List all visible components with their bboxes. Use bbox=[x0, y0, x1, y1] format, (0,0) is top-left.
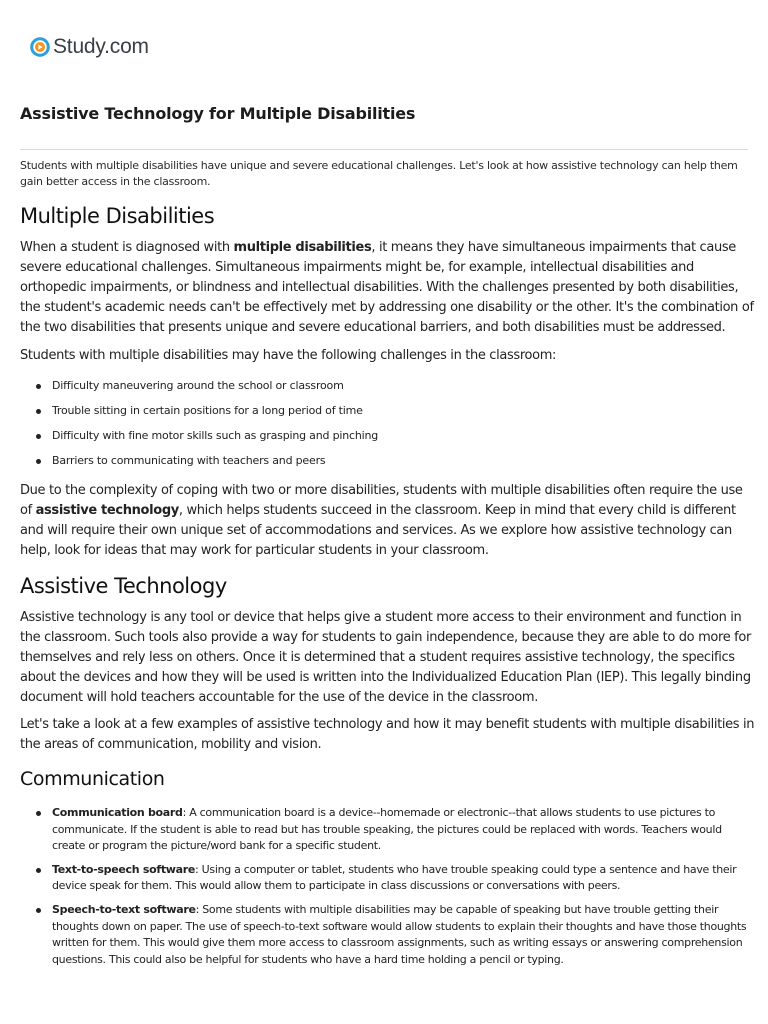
list-item bbox=[20, 902, 755, 968]
divider bbox=[20, 149, 748, 150]
definition: : A communication board is a device--homemade or electronic--that allows students to use pictures to communicate. If the student is able to read but has trouble speaking, the pictures could be replaced with words. Teachers would create or program the picture/word bank for a specific student. bbox=[52, 806, 722, 853]
text: When a student is diagnosed with bbox=[20, 240, 234, 255]
section-assistive-technology bbox=[20, 574, 755, 598]
definition: : Some students with multiple disabilities may be capable of speaking but have trouble getting their thoughts down on paper. The use of speech-to-text software would allow students to explain their thoughts and have those thoughts written for them. This would give them more access to classroom assignments, such as writing essays or answering comprehension questions. This could also be helpful for students who have a hard time holding a pencil or typing. bbox=[52, 902, 747, 966]
paragraph: Assistive technology is any tool or device that helps give a student more access to their environment and function in the classroom. Such tools also provide a way for students to gain independence, because they are able to do more for themselves and rely less on others. Once it is determined that a student requires assistive technology, the specifics about the devices and how they will be used is written into the Individualized Education Plan (IEP). This legally binding document will hold teachers accountable for the use of the device in the classroom. bbox=[20, 610, 751, 705]
list-item: Difficulty with fine motor skills such as grasping and pinching bbox=[20, 423, 755, 448]
term: Communication board bbox=[52, 806, 183, 819]
text: Due to the complexity of coping with two or more disabilities, students with multiple disabilities often require the use of bbox=[20, 483, 743, 518]
multiple-disabilities-paragraph-3 bbox=[20, 481, 755, 561]
list-item: Difficulty maneuvering around the school or classroom bbox=[20, 373, 755, 398]
multiple-disabilities-paragraph-1 bbox=[20, 238, 755, 338]
term: Text-to-speech software bbox=[52, 862, 196, 876]
logo-text: Study.com bbox=[53, 35, 149, 58]
assistive-technology-paragraph-1 bbox=[20, 608, 755, 708]
list-item: Trouble sitting in certain positions for a long period of time bbox=[20, 398, 755, 423]
section-communication bbox=[20, 768, 755, 790]
text: , it means they have simultaneous impairments that cause severe educational challenges. Simultaneous impairments might be, for example, intellectual disabilities and orthopedic impairments, or blindness and intellectual disabilities. With the challenges presented by both disabilities, the student's academic needs can't be effectively met by addressing one disability or the other. It's the combination of the two disabilities that presents unique and severe educational barriers, and both disabilities must be addressed. bbox=[20, 240, 754, 335]
communication-list bbox=[20, 805, 755, 968]
heading-multiple-disabilities: Multiple Disabilities bbox=[20, 204, 215, 228]
section-multiple-disabilities bbox=[20, 204, 755, 228]
study-logo[interactable] bbox=[30, 34, 149, 60]
bold-term: assistive technology bbox=[35, 502, 179, 518]
play-circle-icon bbox=[30, 37, 50, 57]
bold-term: multiple disabilities bbox=[233, 240, 372, 255]
list-item: Barriers to communicating with teachers and peers bbox=[20, 448, 755, 473]
challenges-list bbox=[20, 373, 755, 473]
multiple-disabilities-paragraph-2 bbox=[20, 346, 755, 366]
list-item bbox=[20, 805, 755, 855]
page-title: Assistive Technology for Multiple Disabilities bbox=[20, 104, 416, 123]
paragraph: Students with multiple disabilities may have the following challenges in the classroom: bbox=[20, 348, 557, 363]
definition: : Using a computer or tablet, students who have trouble speaking could type a sentence and have their device speak for them. This would allow them to participate in class discussions or conversations with peers. bbox=[52, 862, 737, 893]
intro-text: Students with multiple disabilities have unique and severe educational challenges. Let's look at how assistive technology can help them gain better access in the classroom. bbox=[20, 159, 738, 188]
term: Speech-to-text software bbox=[52, 902, 196, 916]
assistive-technology-paragraph-2 bbox=[20, 715, 755, 755]
heading-communication: Communication bbox=[20, 768, 165, 790]
paragraph: Let's take a look at a few examples of assistive technology and how it may benefit students with multiple disabilities in the areas of communication, mobility and vision. bbox=[20, 717, 755, 752]
text: , which helps students succeed in the classroom. Keep in mind that every child is different and will require their own unique set of accommodations and services. As we explore how assistive technology can help, look for ideas that may work for particular students in your classroom. bbox=[20, 502, 736, 558]
list-item bbox=[20, 862, 755, 895]
heading-assistive-technology: Assistive Technology bbox=[20, 574, 227, 598]
